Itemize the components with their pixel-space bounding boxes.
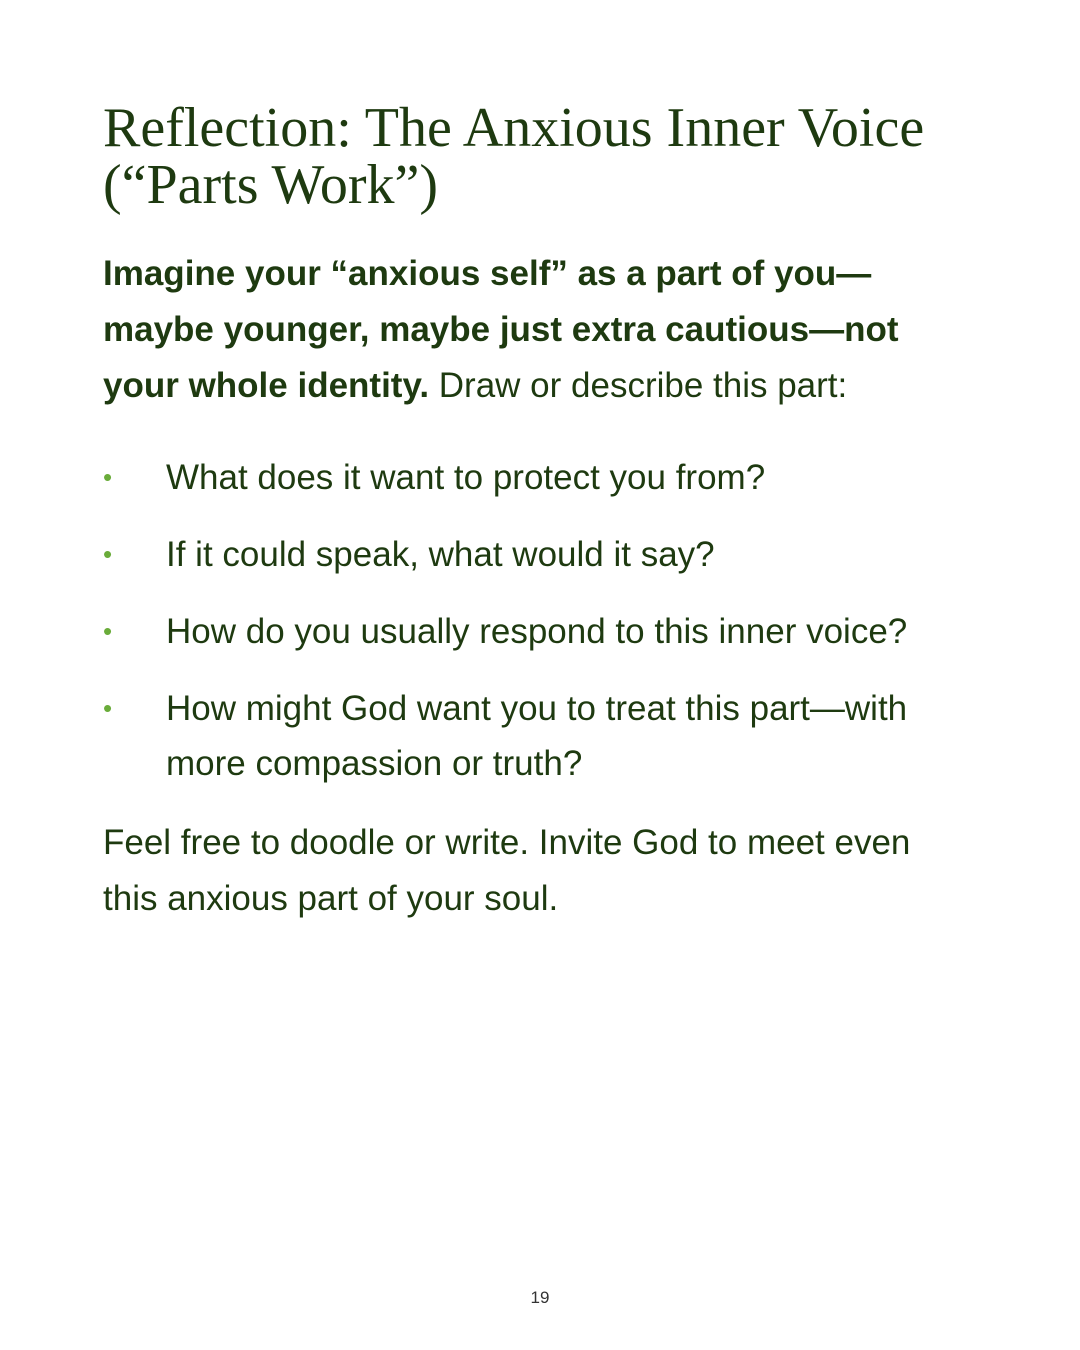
page-title: Reflection: The Anxious Inner Voice (“Parts Work”): [103, 97, 925, 216]
list-item: [103, 450, 963, 505]
prompt-text: What does it want to protect you from?: [166, 458, 766, 497]
page-number: 19: [530, 1288, 550, 1307]
intro-paragraph: [103, 246, 963, 414]
intro-bold-text: Imagine your “anxious self” as a part of you—maybe younger, maybe just extra cautious—not your whole identity.: [103, 254, 899, 405]
bullet-icon: •: [103, 462, 113, 492]
prompt-text: How might God want you to treat this part—with more compassion or truth?: [166, 689, 908, 783]
prompt-text: How do you usually respond to this inner voice?: [166, 612, 908, 651]
bullet-icon: •: [103, 616, 113, 646]
prompt-text: If it could speak, what would it say?: [166, 535, 715, 574]
reflection-prompts-list: [103, 450, 963, 791]
intro-regular-text: Draw or describe this part:: [429, 366, 848, 405]
bullet-icon: •: [103, 539, 113, 569]
closing-paragraph: Feel free to doodle or write. Invite God to meet even this anxious part of your soul.: [103, 823, 911, 918]
list-item: [103, 681, 963, 791]
list-item: [103, 527, 963, 582]
page-content: [103, 97, 963, 927]
list-item: [103, 604, 963, 659]
bullet-icon: •: [103, 693, 113, 723]
